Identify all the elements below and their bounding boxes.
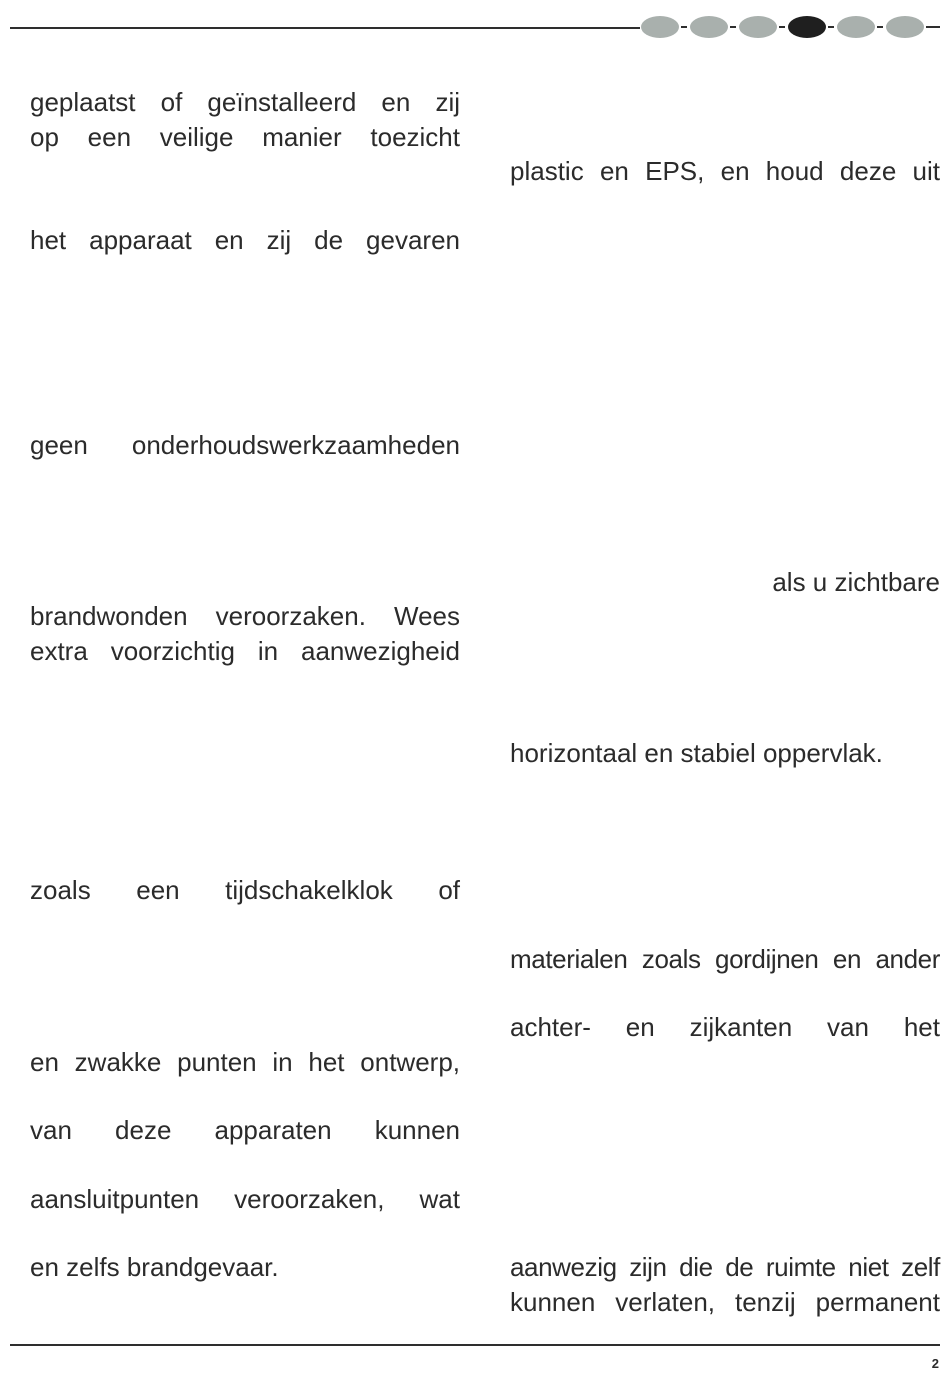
progress-dot-2	[690, 16, 728, 38]
progress-dash	[828, 26, 834, 28]
left-text-line: geen onderhoudswerkzaamheden	[30, 430, 460, 460]
right-text-line: als u zichtbare	[772, 567, 940, 597]
progress-dot-4-active	[788, 16, 826, 38]
left-text-line: het apparaat en zij de gevaren	[30, 225, 460, 255]
right-text-line: plastic en EPS, en houd deze uit	[510, 156, 940, 186]
left-text-line: en zwakke punten in het ontwerp,	[30, 1047, 460, 1077]
header-rule	[10, 27, 640, 29]
progress-dash	[779, 26, 785, 28]
left-text-line: en zelfs brandgevaar.	[30, 1252, 279, 1282]
left-text-line: geplaatst of geïnstalleerd en zij	[30, 87, 460, 117]
progress-dash	[877, 26, 883, 28]
left-text-line: extra voorzichtig in aanwezigheid	[30, 636, 460, 666]
progress-dot-3	[739, 16, 777, 38]
right-text-line: achter- en zijkanten van het	[510, 1012, 940, 1042]
progress-dot-6	[886, 16, 924, 38]
progress-dash	[681, 26, 687, 28]
right-text-line: materialen zoals gordijnen en ander	[510, 944, 940, 974]
progress-dot-5	[837, 16, 875, 38]
left-text-line: op een veilige manier toezicht	[30, 122, 460, 152]
footer-rule	[10, 1344, 940, 1346]
right-text-line: horizontaal en stabiel oppervlak.	[510, 738, 883, 768]
progress-dot-1	[641, 16, 679, 38]
left-text-line: brandwonden veroorzaken. Wees	[30, 601, 460, 631]
left-text-line: van deze apparaten kunnen	[30, 1115, 460, 1145]
right-text-line: kunnen verlaten, tenzij permanent	[510, 1287, 940, 1317]
progress-dash	[730, 26, 736, 28]
left-text-line: zoals een tijdschakelklok of	[30, 875, 460, 905]
right-text-line: aanwezig zijn die de ruimte niet zelf	[510, 1252, 940, 1282]
page-number: 2	[931, 1356, 939, 1371]
left-text-line: aansluitpunten veroorzaken, wat	[30, 1184, 460, 1214]
header-rule-end	[926, 26, 940, 28]
